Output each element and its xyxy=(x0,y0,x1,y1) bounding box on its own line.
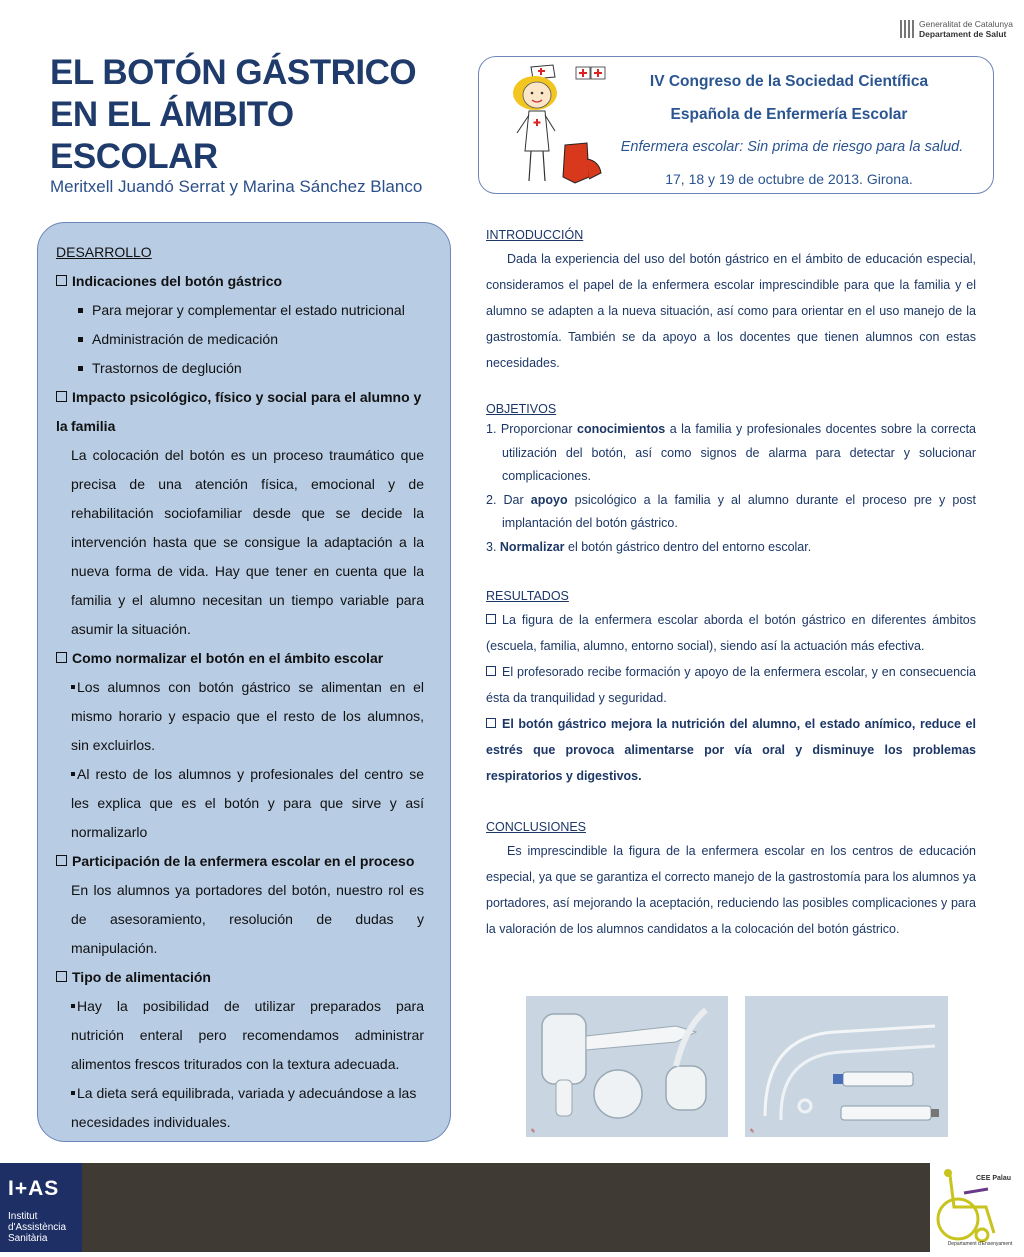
checkbox-icon xyxy=(56,275,67,286)
checkbox-icon xyxy=(486,614,496,624)
section-title: Participación de la enfermera escolar en el proceso xyxy=(56,847,424,876)
cee-dept: Departament d'Ensenyament xyxy=(947,1241,1013,1247)
paragraph-line: La dieta será equilibrada, variada y adecuándose a las xyxy=(71,1079,424,1108)
authors: Meritxell Juandó Serrat y Marina Sánchez Blanco xyxy=(50,177,423,196)
ias-line: Sanitària xyxy=(8,1233,48,1244)
desarrollo-panel xyxy=(37,222,451,1142)
introduccion-heading: INTRODUCCIÓN xyxy=(486,228,584,242)
paragraph-line: En los alumnos ya portadores del botón, nuestro rol es xyxy=(71,882,424,898)
paragraph-line: Los alumnos con botón gástrico se alimentan en el xyxy=(71,673,424,702)
paragraph-line: les explica que es el botón y para que sirve y así xyxy=(71,795,424,811)
gastric-tube-syringe-image xyxy=(745,996,948,1137)
ias-line: d'Assistència xyxy=(8,1222,67,1233)
poster-title xyxy=(50,52,450,178)
paragraph-line: alimentos frescos triturados con la textura adecuada. xyxy=(71,1056,400,1072)
gastric-tube-photo xyxy=(745,996,948,1137)
bullet-icon xyxy=(71,1091,75,1095)
cee-palau-logo xyxy=(930,1163,1024,1252)
objetivos-heading: OBJETIVOS xyxy=(486,402,557,416)
title-line: ESCOLAR xyxy=(50,137,218,176)
resultado-item: El profesorado recibe formación y apoyo de la enfermera escolar, y en consecuencia ésta da tranquilidad y seguridad. xyxy=(486,665,976,705)
resultado-item: La figura de la enfermera escolar aborda el botón gástrico en diferentes ámbitos (escuela, familia, alumno, entorno social), siendo así la actuación más efectiva. xyxy=(486,613,976,653)
paragraph-line: intervención hasta que se consigue la adaptación a la xyxy=(71,534,424,550)
section-title-cont: familia xyxy=(71,418,116,434)
cee-label: CEE Palau xyxy=(976,1175,1012,1182)
congress-line4: 17, 18 y 19 de octubre de 2013. Girona. xyxy=(665,171,913,187)
paragraph-line: normalizarlo xyxy=(71,824,148,840)
resultado-item: El botón gástrico mejora la nutrición del alumno, el estado anímico, reduce el estrés que provoca alimentarse por vía oral y disminuye los problemas respiratorios y digestivos. xyxy=(486,717,976,783)
bullet-icon xyxy=(78,308,83,313)
paragraph-line: Hay la posibilidad de utilizar preparados para xyxy=(71,992,424,1021)
title-line: EL BOTÓN GÁSTRICO xyxy=(50,53,417,92)
congress-line3: Enfermera escolar: Sin prima de riesgo para la salud. xyxy=(620,139,964,155)
objetivo-item: 2. Dar apoyo psicológico a la familia y al alumno durante el proceso pre y post implantación del botón gástrico. xyxy=(486,492,976,530)
introduccion-text: Dada la experiencia del uso del botón gástrico en el ámbito de educación especial, consideramos el papel de la enfermera escolar imprescindible para que la familia y el alumno se adapten a la nueva situación, así como para orientar en el uso manejo de la gastrostomía. También se da apoyo a los docentes que tienen alumnos con estas necesidades. xyxy=(486,252,976,370)
generalitat-logo xyxy=(900,17,1020,41)
gov-logo-line2: Departament de Salut xyxy=(919,29,1007,39)
congress-line1: IV Congreso de la Sociedad Científica xyxy=(649,73,929,90)
paragraph-line: Al resto de los alumnos y profesionales del centro se xyxy=(71,760,424,789)
section-title: Tipo de alimentación xyxy=(56,963,424,992)
objetivo-item: 3. Normalizar el botón gástrico dentro del entorno escolar. xyxy=(486,539,812,554)
resultados-heading: RESULTADOS xyxy=(486,589,569,603)
section-title: Como normalizar el botón en el ámbito escolar xyxy=(56,644,424,673)
conclusiones-section xyxy=(486,818,976,942)
list-item: Administración de medicación xyxy=(78,325,446,354)
paragraph-line: rehabilitación sociofamiliar desde que se decide la xyxy=(71,505,424,521)
nurse-drawing-illustration xyxy=(483,59,607,191)
section-title: Impacto psicológico, físico y social para el alumno y la xyxy=(56,389,422,434)
objetivos-section xyxy=(486,400,976,559)
congress-line2: Española de Enfermería Escolar xyxy=(670,106,908,123)
paragraph-line: manipulación. xyxy=(71,940,158,956)
objetivo-item: 1. Proporcionar conocimientos a la familia y profesionales docentes sobre la correcta utilización del botón, así como signos de alarma para detectar y solucionar complicaciones. xyxy=(486,422,977,483)
checkbox-icon xyxy=(56,855,67,866)
section-title: Indicaciones del botón gástrico xyxy=(56,267,424,296)
checkbox-icon xyxy=(56,391,67,402)
gastric-button-photo xyxy=(526,996,728,1137)
conclusiones-text: Es imprescindible la figura de la enfermera escolar en los centros de educación especial, ya que se garantiza el correcto manejo de la gastrostomía para los alumnos ya portadores, así mejorando la aceptación, reduciendo las posibles complicaciones y para la valoración de los alumnos candidatos a la colocación del botón gástrico. xyxy=(486,844,976,936)
checkbox-icon xyxy=(486,666,496,676)
photo-caption-mark: ✎ xyxy=(749,1129,755,1135)
photo-caption-mark: ✎ xyxy=(530,1129,536,1135)
gastric-button-device-image xyxy=(526,996,728,1137)
congress-box xyxy=(478,56,994,194)
paragraph-line: mismo horario y espacio que el resto de los alumnos, xyxy=(71,708,424,724)
paragraph-line: familia y el alumno necesitan un tiempo variable para xyxy=(71,592,424,608)
paragraph-line: sin excluirlos. xyxy=(71,737,156,753)
introduccion-section xyxy=(486,226,976,376)
list-item: Trastornos de deglución xyxy=(78,354,446,383)
paragraph-line: de asesoramiento, resolución de dudas y xyxy=(71,911,424,927)
generalitat-emblem-icon xyxy=(900,20,914,38)
paragraph-line: necesidades individuales. xyxy=(71,1114,231,1130)
title-line: EN EL ÁMBITO xyxy=(50,95,294,134)
list-item: Para mejorar y complementar el estado nutricional xyxy=(78,296,446,325)
ias-logo xyxy=(0,1163,82,1252)
desarrollo-heading: DESARROLLO xyxy=(56,244,152,260)
paragraph-line: nutrición enteral pero recomendamos administrar xyxy=(71,1027,424,1043)
bullet-icon xyxy=(71,1004,75,1008)
paragraph-line: nueva forma de vida. Hay que tener en cuenta que la xyxy=(71,563,424,579)
bullet-icon xyxy=(78,337,83,342)
checkbox-icon xyxy=(56,652,67,663)
ias-line: Institut xyxy=(8,1211,38,1222)
paragraph-line: asumir la situación. xyxy=(71,621,191,637)
checkbox-icon xyxy=(486,718,496,728)
bullet-icon xyxy=(78,366,83,371)
resultados-section xyxy=(486,587,976,789)
paragraph-line: precisa de una atención física, emocional y de xyxy=(71,476,424,492)
paragraph-line: La colocación del botón es un proceso traumático que xyxy=(71,447,424,463)
bullet-icon xyxy=(71,685,75,689)
footer-bar xyxy=(0,1163,1024,1252)
bullet-icon xyxy=(71,772,75,776)
gov-logo-line1: Generalitat de Catalunya xyxy=(919,19,1014,29)
ias-logo-mark: I+AS xyxy=(8,1177,60,1200)
checkbox-icon xyxy=(56,971,67,982)
conclusiones-heading: CONCLUSIONES xyxy=(486,820,587,834)
